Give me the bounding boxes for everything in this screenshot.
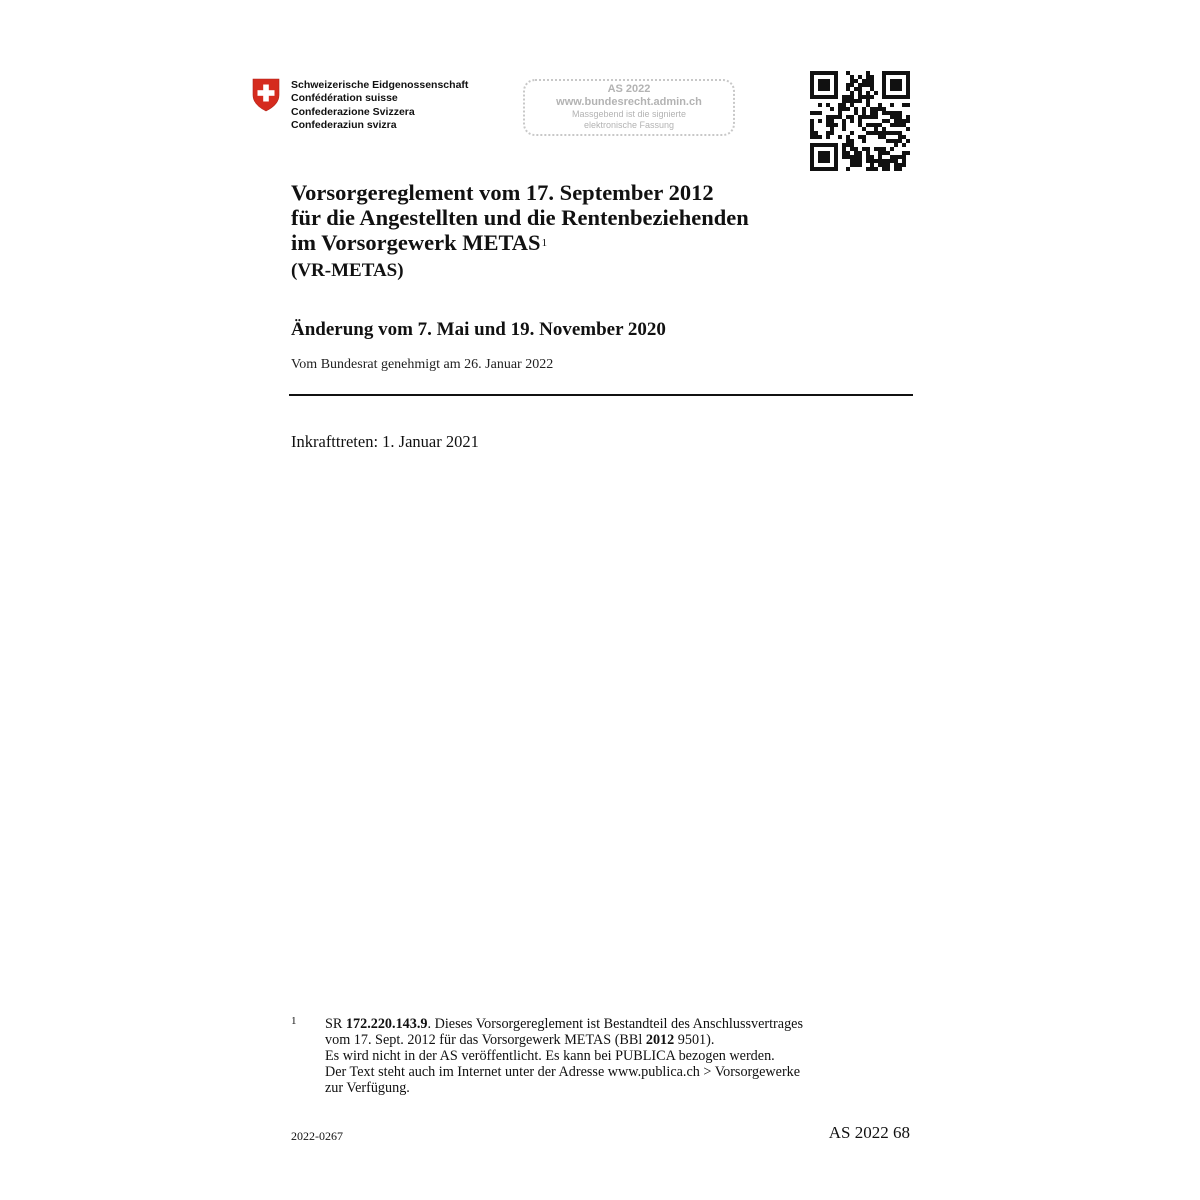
footnote-reference[interactable]: 1 (541, 237, 548, 249)
stamp-line-note-1: Massgebend ist die signierte (571, 109, 687, 119)
stamp-line-note-2: elektronische Fassung (583, 120, 675, 130)
footnote-line-3: Es wird nicht in der AS veröffentlicht. Es kann bei PUBLICA bezogen werden. (325, 1048, 775, 1064)
horizontal-divider (289, 394, 913, 396)
stamp-line-collection: AS 2022 (607, 83, 651, 95)
footnote-line-1-rest: . Dieses Vorsorgereglement ist Bestandteil des Anschlussvertrages (427, 1016, 803, 1032)
footnote-sr-prefix: SR (325, 1016, 346, 1032)
stamp-line-website: www.bundesrecht.admin.ch (556, 96, 702, 108)
title-line-2: für die Angestellten und die Rentenbeziehenden (291, 205, 749, 230)
footnote-number: 1 (291, 1015, 297, 1027)
entry-into-force: Inkrafttreten: 1. Januar 2021 (291, 432, 479, 451)
document-title (291, 180, 911, 255)
confederation-name-de: Schweizerische Eidgenossenschaft (291, 79, 469, 91)
confederation-name-rm: Confederaziun svizra (291, 118, 397, 131)
confederation-names (291, 79, 468, 132)
footnote-line-1 (325, 1016, 915, 1032)
footnote-line-2-start: vom 17. Sept. 2012 für das Vorsorgewerk METAS (BBl (325, 1032, 646, 1048)
amendment-heading: Änderung vom 7. Mai und 19. November 2020 (291, 319, 666, 340)
footnote-line-5: zur Verfügung. (325, 1080, 410, 1096)
footnote-sr-number: 172.220.143.9 (345, 1016, 428, 1032)
footnote-bbl-year: 2012 (645, 1032, 675, 1048)
confederation-name-it: Confederazione Svizzera (291, 105, 415, 118)
qr-code-icon (810, 71, 910, 171)
document-abbreviation: (VR-METAS) (291, 260, 404, 281)
footnote-line-4: Der Text steht auch im Internet unter der Adresse www.publica.ch > Vorsorgewerke (325, 1064, 801, 1080)
document-id: 2022-0267 (291, 1129, 343, 1143)
swiss-coat-of-arms-icon (252, 78, 280, 112)
title-line-3: im Vorsorgewerk METAS (291, 230, 541, 255)
approval-note: Vom Bundesrat genehmigt am 26. Januar 2022 (291, 357, 554, 372)
footnote-text (325, 1016, 915, 1096)
footnote-line-2-end: 9501). (674, 1032, 715, 1048)
title-line-3-wrapper (291, 230, 911, 255)
official-publication-stamp (523, 79, 735, 136)
footnote-line-2 (325, 1032, 915, 1048)
official-collection-reference: AS 2022 68 (828, 1123, 910, 1142)
confederation-name-fr: Confédération suisse (291, 92, 398, 105)
title-line-1: Vorsorgereglement vom 17. September 2012 (291, 180, 714, 205)
